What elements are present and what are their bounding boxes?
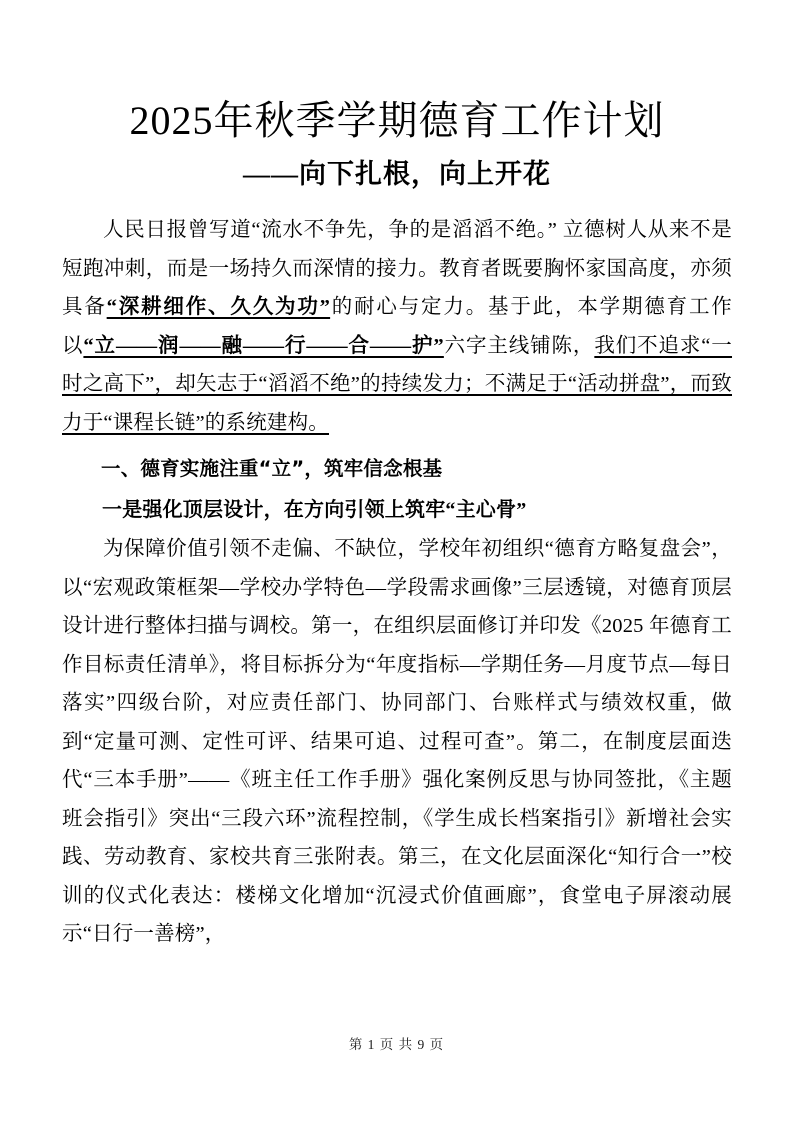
intro-emphasis-1: “深耕细作、久久为功”	[106, 296, 331, 318]
page-title: 2025年秋季学期德育工作计划	[129, 98, 665, 143]
intro-paragraph	[62, 192, 732, 442]
page-footer: 第 1 页 共 9 页	[348, 1037, 445, 1052]
intro-segment-1: 人民日报曾写道“流水不争先，争的是滔滔不绝。” 立德树人从来不是短跑冲刺，而是一场持久而深情的接力。教育者既要胸怀家国高度，亦须具备	[62, 219, 732, 318]
intro-segment-2: 的耐心与定力。基于此，本学期德育工作以	[62, 296, 732, 357]
section-heading-2: 一是强化顶层设计，在方向引领上筑牢“主心骨”	[102, 498, 527, 521]
page-content	[62, 0, 732, 954]
intro-segment-3: 六字主线铺陈，	[443, 334, 595, 357]
body-paragraph-2: 为保障价值引领不走偏、不缺位，学校年初组织“德育方略复盘会”，以“宏观政策框架—学校办学特色—学段需求画像”三层透镜，对德育顶层设计进行整体扫描与调校。第一，在组织层面修订并印发《2025 年德育工作目标责任清单》，将目标拆分为“年度指标—学期任务—月度节点—每日落实”四级台阶，对应责任部门、协同部门、台账样式与绩效权重，做到“定量可测、定性可评、结果可追、过程可查”。第二，在制度层面迭代“三本手册”——《班主任工作手册》强化案例反思与协同签批，《主题班会指引》突出“三段六环”流程控制，《学生成长档案指引》新增社会实践、劳动教育、家校共育三张附表。第三，在文化层面深化“知行合一”校训的仪式化表达：楼梯文化增加“沉浸式价值画廊”，食堂电子屏滚动展示“日行一善榜”，	[62, 538, 732, 945]
intro-emphasis-3: 我们不追求“一时之高下”，却矢志于“滔滔不绝”的持续发力；不满足于“活动拼盘”，而致力于“课程长链”的系统建构。	[62, 334, 733, 434]
section-heading-1: 一、德育实施注重“立”，筑牢信念根基	[101, 457, 443, 480]
page-subtitle: ——向下扎根，向上开花	[243, 159, 551, 189]
intro-emphasis-2: “立——润——融——行——合——护”	[83, 334, 444, 357]
